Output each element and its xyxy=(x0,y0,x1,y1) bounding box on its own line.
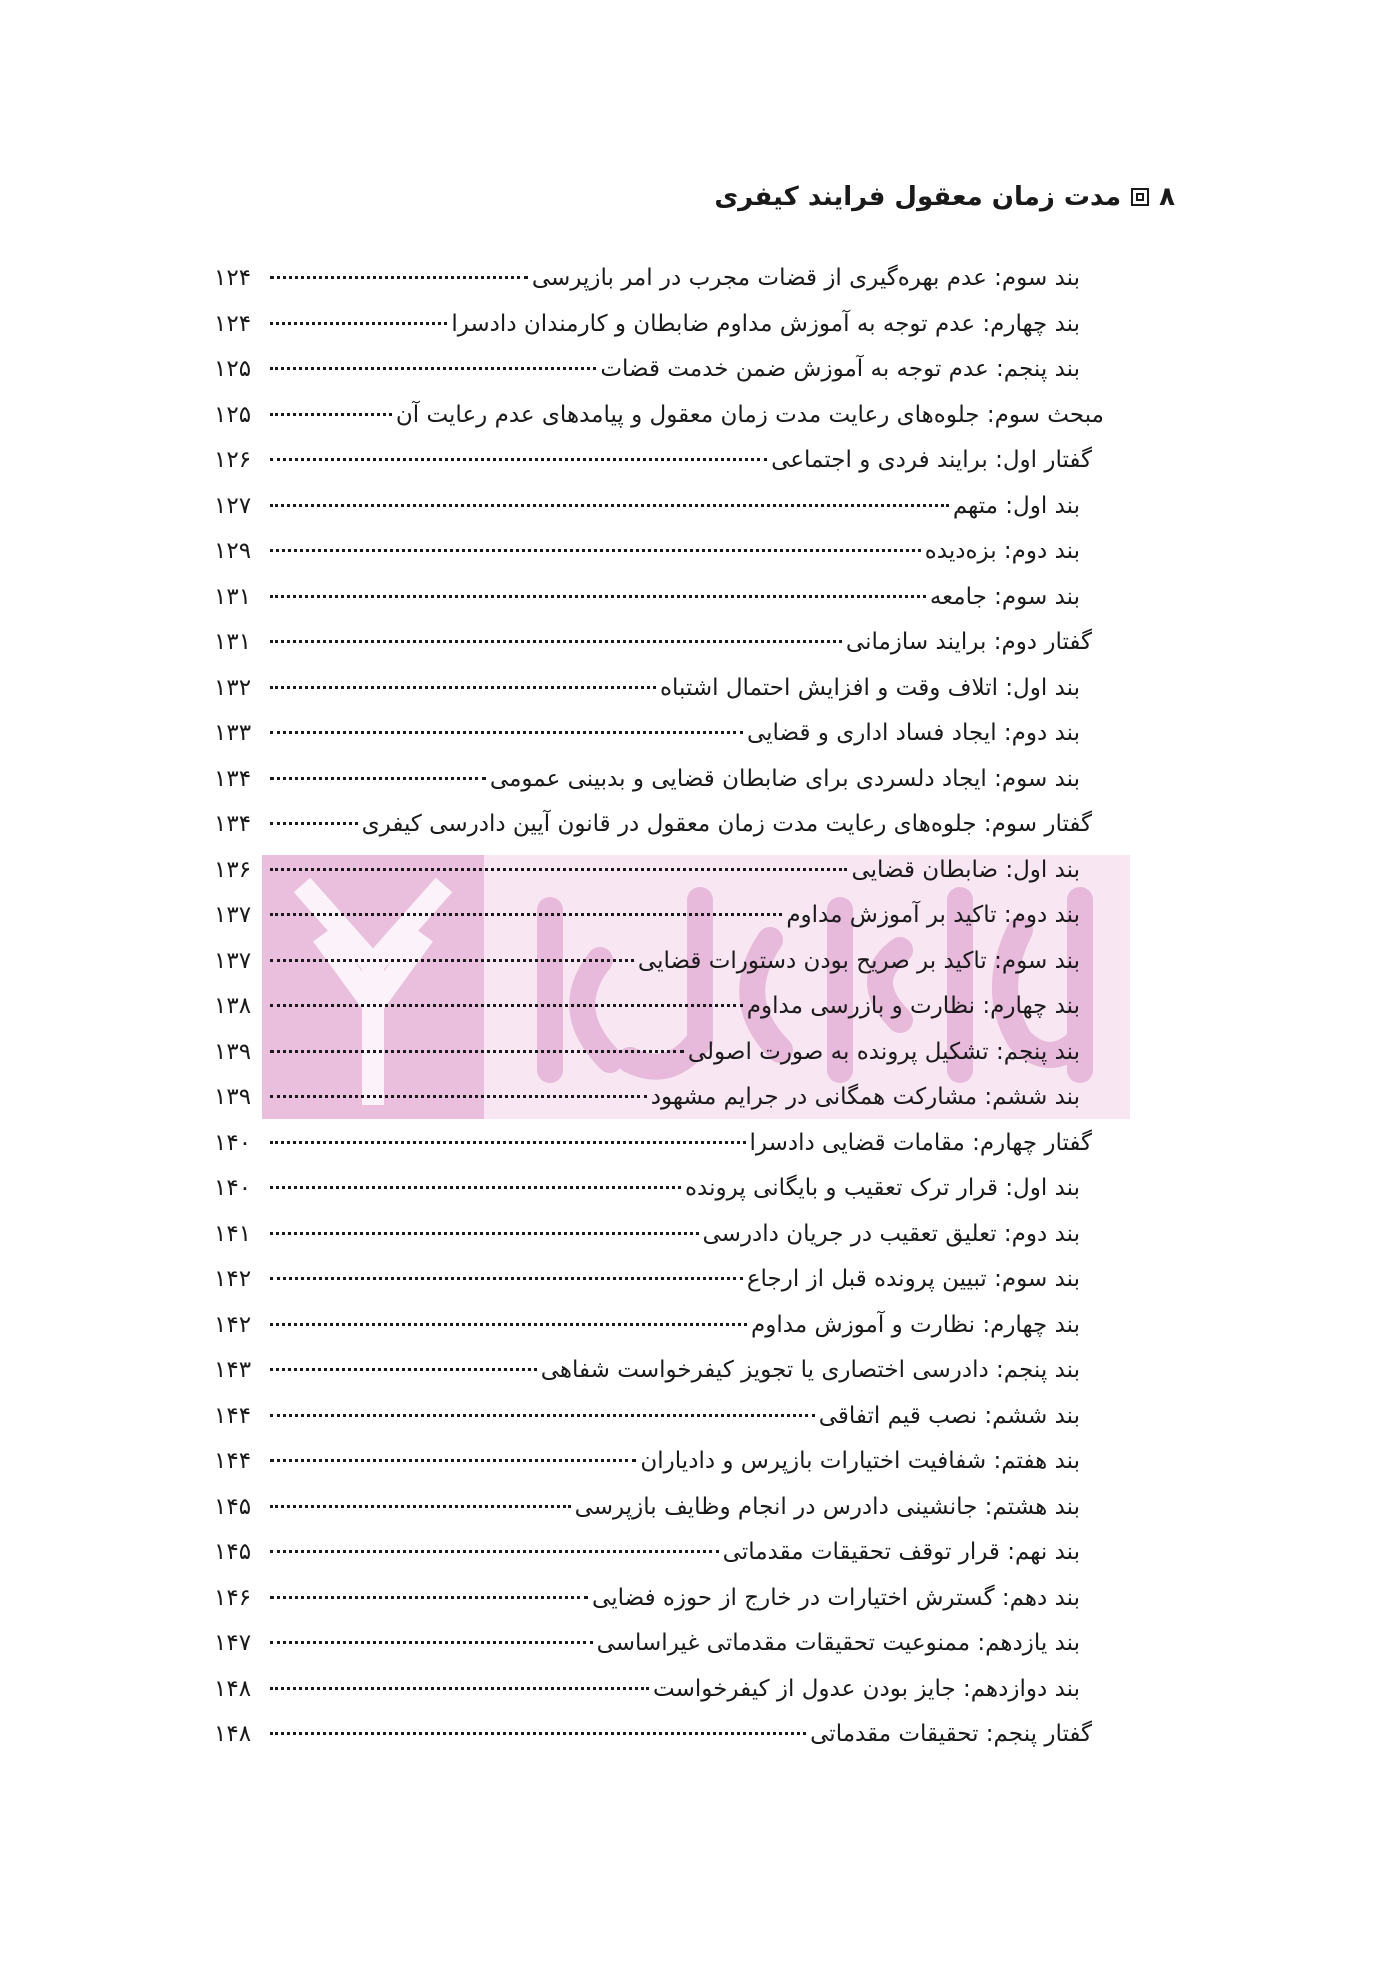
dot-leader xyxy=(270,822,358,825)
toc-entry-page: ۱۴۲ xyxy=(214,1311,252,1338)
toc-entry-page: ۱۳۱ xyxy=(214,583,252,610)
dot-leader xyxy=(270,276,528,279)
toc-entry-page: ۱۲۵ xyxy=(214,401,252,428)
toc-entry-page: ۱۳۴ xyxy=(214,765,252,792)
toc-entry xyxy=(214,711,1104,757)
toc-entry-page: ۱۳۸ xyxy=(214,993,252,1019)
dot-leader xyxy=(270,1050,684,1053)
toc-entry-page: ۱۳۷ xyxy=(214,902,252,928)
toc-entry-title: بند یازدهم: ممنوعیت تحقیقات مقدماتی غیراساسی xyxy=(596,1630,1080,1656)
dot-leader xyxy=(270,1550,719,1553)
toc-entry-title: بند دهم: گسترش اختیارات در خارج از حوزه فضایی xyxy=(592,1584,1080,1611)
toc-entry xyxy=(214,347,1104,393)
toc-entry xyxy=(214,1303,1104,1349)
dot-leader xyxy=(270,913,782,916)
toc-entry-title: بند هفتم: شفافیت اختیارات بازپرس و دادیاران xyxy=(640,1448,1080,1474)
toc-entry xyxy=(214,1348,1104,1394)
toc-entry xyxy=(214,1439,1104,1485)
dot-leader xyxy=(270,1186,681,1189)
toc-entry xyxy=(214,1576,1104,1622)
toc-entry xyxy=(214,1075,1104,1121)
dot-leader xyxy=(270,1277,743,1280)
toc-entry-page: ۱۴۴ xyxy=(214,1448,252,1474)
toc-entry-title: بند سوم: جامعه xyxy=(929,583,1080,610)
toc-entry xyxy=(214,666,1104,712)
toc-entry-title: بند سوم: تبیین پرونده قبل از ارجاع xyxy=(746,1266,1080,1292)
toc-entry-page: ۱۲۹ xyxy=(214,538,252,564)
toc-entry-page: ۱۳۹ xyxy=(214,1084,252,1110)
dot-leader xyxy=(270,1095,647,1098)
toc-entry-title: بند چهارم: عدم توجه به آموزش مداوم ضابطان و کارمندان دادسرا xyxy=(451,310,1080,337)
table-of-contents xyxy=(214,256,1104,1758)
dot-leader xyxy=(270,777,486,780)
toc-entry-title: بند نهم: قرار توقف تحقیقات مقدماتی xyxy=(722,1539,1080,1565)
toc-entry-page: ۱۲۴ xyxy=(214,310,252,337)
toc-entry xyxy=(214,848,1104,894)
toc-entry-title: بند دوم: تاکید بر آموزش مداوم xyxy=(786,902,1080,928)
toc-entry xyxy=(214,1257,1104,1303)
toc-entry-page: ۱۴۱ xyxy=(214,1220,252,1247)
toc-entry xyxy=(214,393,1104,439)
toc-entry xyxy=(214,1394,1104,1440)
toc-entry-title: بند اول: قرار ترک تعقیب و بایگانی پرونده xyxy=(685,1175,1080,1201)
toc-entry-title: بند چهارم: نظارت و بازرسی مداوم xyxy=(746,993,1080,1019)
toc-entry-page: ۱۳۱ xyxy=(214,629,252,655)
toc-entry xyxy=(214,1712,1104,1758)
toc-entry xyxy=(214,1530,1104,1576)
toc-entry xyxy=(214,893,1104,939)
toc-entry-page: ۱۳۳ xyxy=(214,720,252,746)
dot-leader xyxy=(270,640,842,643)
toc-entry xyxy=(214,302,1104,348)
toc-entry-title: بند پنجم: عدم توجه به آموزش ضمن خدمت قضات xyxy=(600,356,1080,382)
toc-entry-title: بند اول: متهم xyxy=(952,492,1080,519)
dot-leader xyxy=(270,1505,571,1508)
dot-leader xyxy=(270,1732,806,1735)
toc-entry xyxy=(214,984,1104,1030)
toc-entry-page: ۱۴۶ xyxy=(214,1584,252,1611)
toc-entry-page: ۱۳۷ xyxy=(214,947,252,974)
toc-entry-title: بند ششم: نصب قیم اتفاقی xyxy=(818,1402,1080,1429)
toc-entry-title: بند سوم: عدم بهره‌گیری از قضات مجرب در امر بازپرسی xyxy=(531,265,1080,291)
toc-entry xyxy=(214,1121,1104,1167)
toc-entry-title: گفتار چهارم: مقامات قضایی دادسرا xyxy=(749,1129,1092,1156)
toc-entry-page: ۱۴۵ xyxy=(214,1539,252,1565)
toc-entry-page: ۱۴۵ xyxy=(214,1493,252,1520)
toc-entry-title: بند پنجم: تشکیل پرونده به صورت اصولی xyxy=(687,1038,1080,1065)
dot-leader xyxy=(270,1687,649,1690)
toc-entry-page: ۱۴۸ xyxy=(214,1721,252,1747)
toc-entry xyxy=(214,1485,1104,1531)
toc-entry-page: ۱۲۶ xyxy=(214,447,252,473)
toc-entry-page: ۱۴۲ xyxy=(214,1266,252,1292)
toc-entry-page: ۱۴۸ xyxy=(214,1675,252,1702)
toc-entry-page: ۱۳۴ xyxy=(214,811,252,837)
toc-entry-title: بند سوم: تاکید بر صریح بودن دستورات قضایی xyxy=(637,947,1080,974)
dot-leader xyxy=(270,322,447,325)
toc-entry-title: بند دوم: ایجاد فساد اداری و قضایی xyxy=(746,720,1080,746)
toc-entry-page: ۱۲۵ xyxy=(214,356,252,382)
toc-entry-title: بند دوم: بزه‌دیده xyxy=(924,538,1080,564)
dot-leader xyxy=(270,595,926,598)
toc-entry-title: گفتار سوم: جلوه‌های رعایت مدت زمان معقول در قانون آیین دادرسی کیفری xyxy=(361,811,1092,837)
toc-entry xyxy=(214,939,1104,985)
toc-entry-title: بند پنجم: دادرسی اختصاری یا تجویز کیفرخواست شفاهی xyxy=(540,1357,1080,1383)
dot-leader xyxy=(270,504,949,507)
dot-leader xyxy=(270,1414,815,1417)
toc-entry-title: بند اول: اتلاف وقت و افزایش احتمال اشتباه xyxy=(659,674,1080,701)
book-title: مدت زمان معقول فرایند کیفری xyxy=(714,182,1122,212)
toc-entry-title: بند هشتم: جانشینی دادرس در انجام وظایف بازپرسی xyxy=(574,1493,1080,1520)
toc-entry-page: ۱۲۴ xyxy=(214,265,252,291)
toc-entry-page: ۱۴۷ xyxy=(214,1630,252,1656)
dot-leader xyxy=(270,413,392,416)
dot-leader xyxy=(270,1596,588,1599)
toc-entry-title: بند چهارم: نظارت و آموزش مداوم xyxy=(751,1311,1080,1338)
dot-leader xyxy=(270,458,767,461)
toc-entry-title: گفتار پنجم: تحقیقات مقدماتی xyxy=(810,1721,1092,1747)
toc-entry xyxy=(214,1212,1104,1258)
toc-entry-page: ۱۲۷ xyxy=(214,492,252,519)
dot-leader xyxy=(270,1004,743,1007)
toc-entry-title: بند اول: ضابطان قضایی xyxy=(851,856,1080,883)
toc-entry xyxy=(214,1621,1104,1667)
toc-entry-title: بند دوازدهم: جایز بودن عدول از کیفرخواست xyxy=(653,1675,1080,1702)
toc-entry-page: ۱۴۳ xyxy=(214,1357,252,1383)
toc-entry xyxy=(214,620,1104,666)
toc-entry xyxy=(214,529,1104,575)
dot-leader xyxy=(270,868,847,871)
dot-leader xyxy=(270,1141,746,1144)
toc-entry-title: مبحث سوم: جلوه‌های رعایت مدت زمان معقول و پیامدهای عدم رعایت آن xyxy=(395,401,1104,428)
toc-entry-title: بند دوم: تعلیق تعقیب در جریان دادرسی xyxy=(702,1220,1080,1247)
dot-leader xyxy=(270,1459,636,1462)
dot-leader xyxy=(270,959,634,962)
dot-leader xyxy=(270,686,656,689)
dot-leader xyxy=(270,367,596,370)
toc-entry-page: ۱۳۲ xyxy=(214,674,252,701)
toc-entry-page: ۱۴۰ xyxy=(214,1175,252,1201)
toc-entry-page: ۱۳۶ xyxy=(214,856,252,883)
page-number: ۸ xyxy=(1159,182,1175,212)
dot-leader xyxy=(270,1323,747,1326)
toc-entry-title: بند ششم: مشارکت همگانی در جرایم مشهود xyxy=(650,1084,1080,1110)
dot-leader xyxy=(270,1232,699,1235)
dot-leader xyxy=(270,731,743,734)
square-frame-icon xyxy=(1131,188,1149,206)
dot-leader xyxy=(270,1641,593,1644)
toc-entry-title: گفتار اول: برایند فردی و اجتماعی xyxy=(771,447,1092,473)
toc-entry xyxy=(214,484,1104,530)
toc-entry xyxy=(214,1030,1104,1076)
toc-entry xyxy=(214,1667,1104,1713)
dot-leader xyxy=(270,1368,537,1371)
toc-entry-page: ۱۴۰ xyxy=(214,1129,252,1156)
toc-entry-page: ۱۳۹ xyxy=(214,1038,252,1065)
toc-entry xyxy=(214,1166,1104,1212)
toc-entry-page: ۱۴۴ xyxy=(214,1402,252,1429)
toc-entry-title: گفتار دوم: برایند سازمانی xyxy=(845,629,1092,655)
toc-entry-title: بند سوم: ایجاد دلسردی برای ضابطان قضایی و بدبینی عمومی xyxy=(489,765,1080,792)
toc-entry xyxy=(214,256,1104,302)
toc-entry xyxy=(214,802,1104,848)
page-header xyxy=(714,182,1175,212)
toc-entry xyxy=(214,757,1104,803)
toc-entry xyxy=(214,575,1104,621)
dot-leader xyxy=(270,549,921,552)
toc-entry xyxy=(214,438,1104,484)
